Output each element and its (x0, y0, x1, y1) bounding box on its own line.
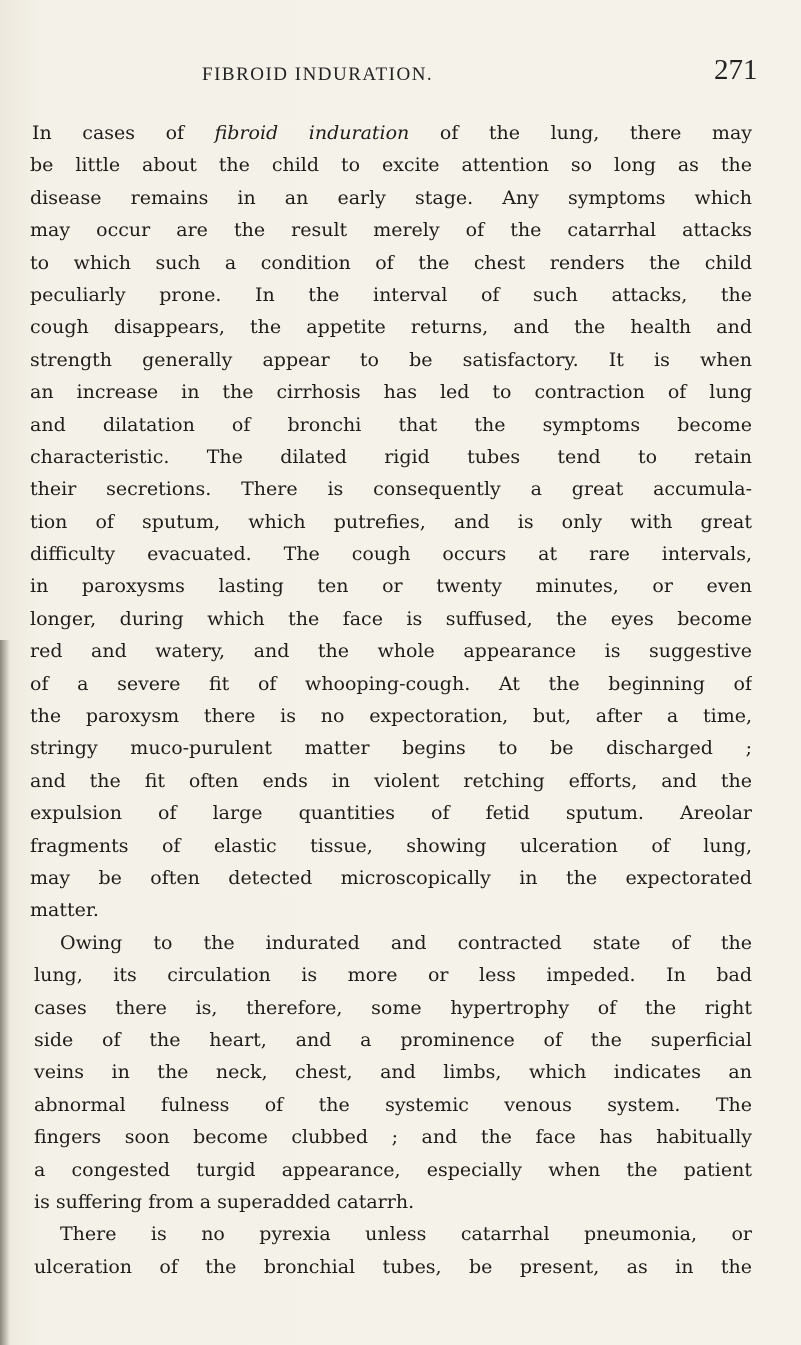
text-line: cough disappears, the appetite returns, and the health and (30, 316, 752, 339)
text-line: a congested turgid appearance, especially when the patient (34, 1158, 752, 1181)
page-number: 271 (714, 54, 758, 86)
text-line: be little about the child to excite attention so long as the (30, 154, 752, 177)
text-line: difficulty evacuated. The cough occurs at rare intervals, (30, 543, 752, 566)
text-line: Owing to the indurated and contracted state of the (60, 931, 752, 954)
italic-term: fibroid induration (214, 122, 410, 144)
text-line: red and watery, and the whole appearance is suggestive (30, 640, 752, 663)
text-line: lung, its circulation is more or less impeded. In bad (34, 964, 752, 987)
text-line: fingers soon become clubbed ; and the face has habitually (34, 1126, 752, 1149)
text-line: disease remains in an early stage. Any symptoms which (30, 186, 752, 209)
text-line: stringy muco-purulent matter begins to be discharged ; (30, 737, 752, 760)
text-line: side of the heart, and a prominence of the superficial (34, 1028, 752, 1051)
text-line: an increase in the cirrhosis has led to contraction of lung (30, 381, 752, 404)
text-line: longer, during which the face is suffused, the eyes become (30, 607, 752, 630)
text-line: in paroxysms lasting ten or twenty minutes, or even (30, 575, 752, 598)
text-line: their secretions. There is consequently a great accumula- (30, 478, 752, 501)
text-line: cases there is, therefore, some hypertrophy of the right (34, 996, 752, 1019)
text-line: matter. (30, 899, 99, 922)
text-line: to which such a condition of the chest renders the child (30, 251, 752, 274)
text-line: is suffering from a superadded catarrh. (34, 1190, 415, 1213)
body-text (30, 117, 752, 1283)
text-line: may occur are the result merely of the catarrhal attacks (30, 219, 752, 242)
text-line: of a severe fit of whooping-cough. At the beginning of (30, 672, 752, 695)
text-line: ulceration of the bronchial tubes, be present, as in the (34, 1255, 752, 1278)
text-line: and dilatation of bronchi that the symptoms become (30, 413, 752, 436)
text-line: the paroxysm there is no expectoration, but, after a time, (30, 705, 752, 728)
text-line: veins in the neck, chest, and limbs, which indicates an (34, 1061, 752, 1084)
binding-shadow (0, 640, 10, 1345)
text-line: In cases of fibroid induration of the lung, there may (32, 122, 752, 144)
text-line: fragments of elastic tissue, showing ulceration of lung, (30, 834, 752, 857)
text-line: peculiarly prone. In the interval of such attacks, the (30, 283, 752, 306)
text-line: characteristic. The dilated rigid tubes tend to retain (30, 445, 752, 468)
text-line: expulsion of large quantities of fetid sputum. Areolar (30, 802, 752, 825)
text-line: and the fit often ends in violent retching efforts, and the (30, 769, 752, 792)
text-line: abnormal fulness of the systemic venous system. The (34, 1093, 752, 1116)
text-line: There is no pyrexia unless catarrhal pneumonia, or (60, 1223, 752, 1246)
text-line: may be often detected microscopically in the expectorated (30, 866, 752, 889)
text-line: strength generally appear to be satisfactory. It is when (30, 348, 752, 371)
text-line: tion of sputum, which putrefies, and is only with great (30, 510, 752, 533)
running-head: FIBROID INDURATION. (202, 64, 434, 85)
